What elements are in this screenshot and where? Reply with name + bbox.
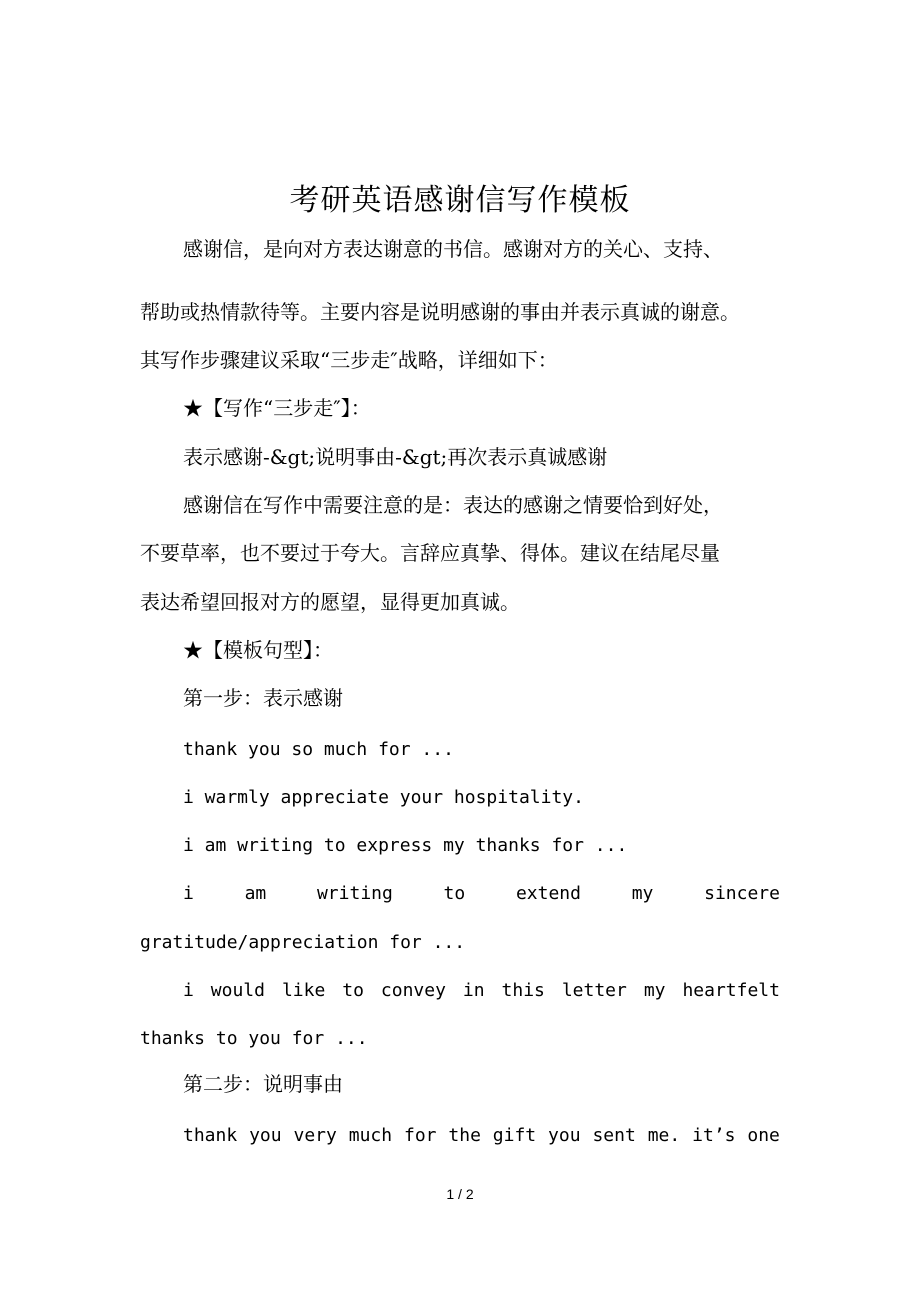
word: i [183,883,194,904]
word: letter [561,980,627,1001]
word: one [747,1125,780,1146]
word: to [443,883,466,904]
step2-label: 第二步：说明事由 [183,1072,343,1096]
word: in [462,980,485,1001]
step1-sentence-1: thank you so much for ... [183,739,454,760]
word: much [348,1125,393,1146]
step1-sentence-2: i warmly appreciate your hospitality. [183,787,584,808]
word: heartfelt [682,980,780,1001]
word: to [342,980,364,1001]
heading-templates: ★【模板句型】： [183,638,333,662]
word: am [244,883,267,904]
step1-sentence-5-cont: thanks to you for ... [140,1028,368,1049]
note-line-1: 感谢信在写作中需要注意的是：表达的感谢之情要恰到好处， [183,493,723,517]
page-indicator: 1 / 2 [446,1186,474,1202]
word: extend [515,883,581,904]
word: convey [380,980,446,1001]
document-title: 考研英语感谢信写作模板 [289,183,631,218]
step2-sentence-1 [183,1121,780,1151]
word: i [183,980,194,1001]
word: you [249,1125,282,1146]
note-line-3: 表达希望回报对方的愿望，显得更加真诚。 [140,590,520,614]
step1-sentence-5 [183,976,780,1006]
intro-line-3: 其写作步骤建议采取“三步走″战略，详细如下： [140,348,558,372]
intro-line-1: 感谢信，是向对方表达谢意的书信。感谢对方的关心、支持、 [183,237,723,261]
steps-line: 表示感谢-&gt;说明事由-&gt;再次表示真诚感谢 [183,445,608,469]
step1-sentence-4 [183,879,780,909]
word: writing [316,883,393,904]
intro-line-2: 帮助或热情款待等。主要内容是说明感谢的事由并表示真诚的谢意。 [140,300,740,324]
word: sincere [704,883,780,904]
word: for [403,1125,437,1146]
word: you [548,1125,581,1146]
word: gift [492,1125,537,1146]
word: my [631,883,654,904]
word: the [448,1125,481,1146]
word: me. [647,1125,681,1146]
note-line-2: 不要草率，也不要过于夸大。言辞应真挚、得体。建议在结尾尽量 [140,541,720,565]
word: like [281,980,326,1001]
step1-sentence-4-cont: gratitude/appreciation for ... [140,932,466,953]
heading-steps: ★【写作“三步走″】： [183,396,371,420]
word: thank [183,1125,238,1146]
word: this [501,980,545,1001]
word: very [293,1125,337,1146]
word: would [210,980,265,1001]
word: it’s [692,1125,736,1146]
word: my [643,980,666,1001]
word: sent [592,1125,636,1146]
step1-sentence-3: i am writing to express my thanks for ... [183,835,628,856]
step1-label: 第一步：表示感谢 [183,686,343,710]
